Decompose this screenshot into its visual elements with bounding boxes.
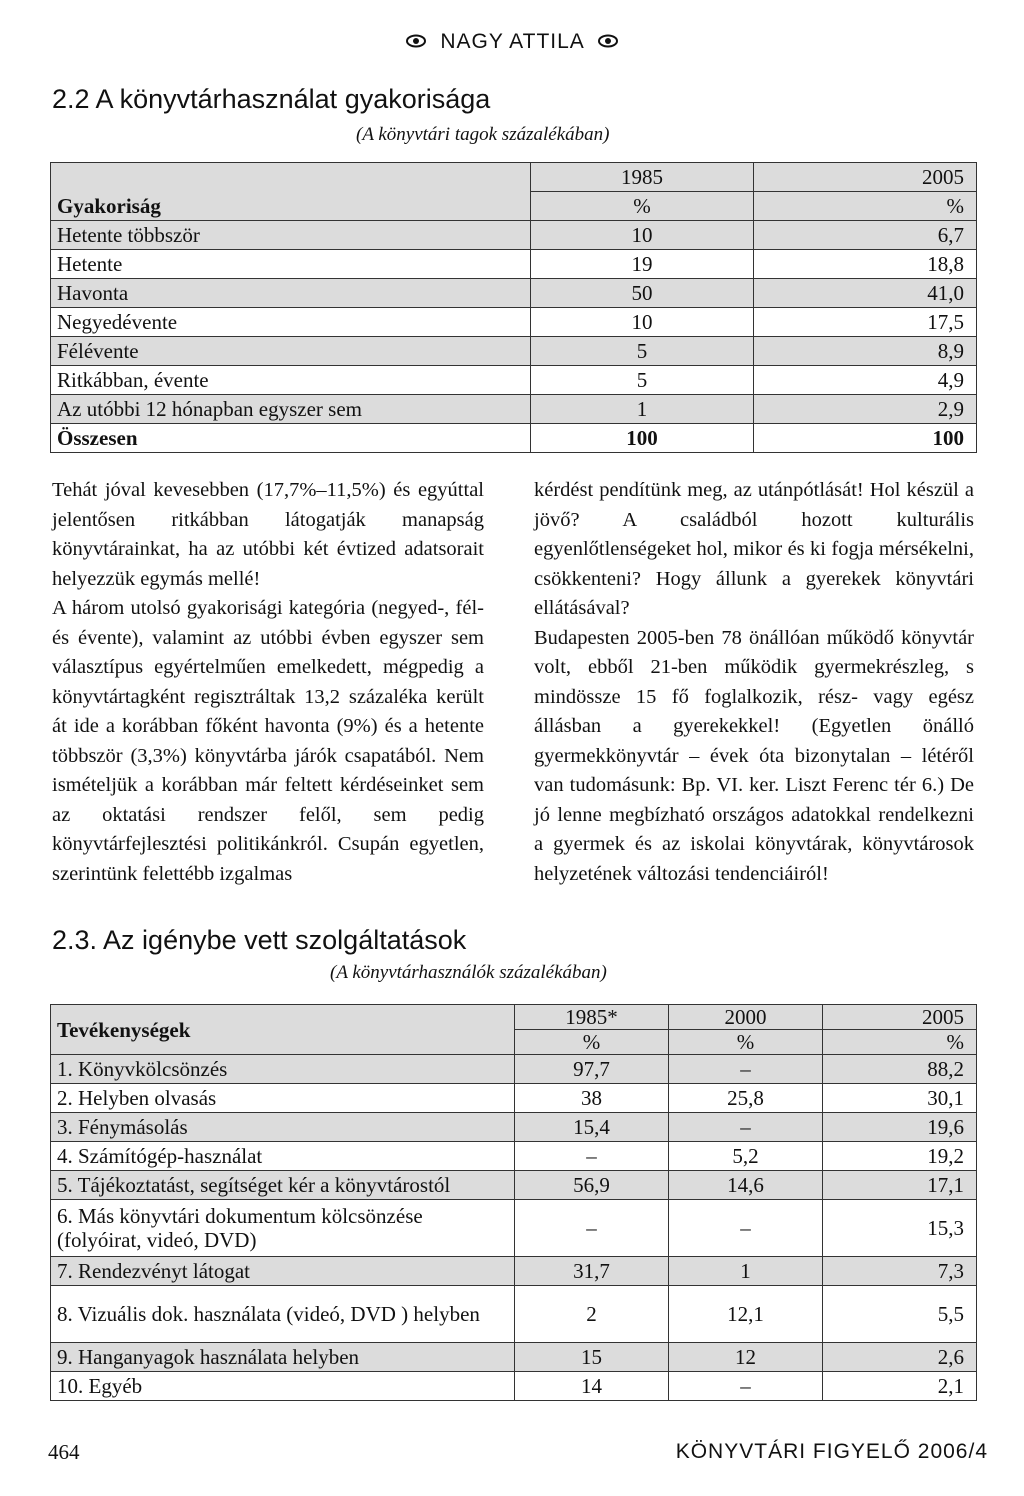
cell-value: 4,9	[754, 366, 977, 395]
cell-value: 6,7	[754, 221, 977, 250]
cell-value: 2,6	[823, 1343, 977, 1372]
row-label: 6. Más könyvtári dokumentum kölcsönzése (folyóirat, videó, DVD)	[51, 1200, 515, 1257]
table-row	[51, 1055, 977, 1084]
cell-value: 38	[515, 1084, 669, 1113]
table-row	[51, 279, 977, 308]
table-row	[51, 1084, 977, 1113]
cell-value: –	[669, 1113, 823, 1142]
cell-value: 10	[531, 308, 754, 337]
row-label: 7. Rendezvényt látogat	[51, 1257, 515, 1286]
cell-value: 15,3	[823, 1200, 977, 1257]
section-subtitle: (A könyvtárhasználók százalékában)	[330, 962, 607, 983]
page-number: 464	[48, 1440, 80, 1464]
cell-value: 19,6	[823, 1113, 977, 1142]
cell-value: 12	[669, 1343, 823, 1372]
table-row	[51, 221, 977, 250]
column-label: Gyakoriság	[51, 192, 531, 221]
section-title: 2.3. Az igénybe vett szolgáltatások	[52, 925, 467, 955]
cell-value: 15,4	[515, 1113, 669, 1142]
cell-value: 2	[515, 1286, 669, 1343]
cell-value: 31,7	[515, 1257, 669, 1286]
table-row	[51, 337, 977, 366]
paragraph: A három utolsó gyakorisági kategória (negyed-, fél- és évente), valamint az utóbbi évben egyszer sem választípus egyértelműen emelkedett, mégpedig a könyvtártagként regisztráltak 13,2 százaléka került át ide a korábban főként havonta (9%) és a hetente többször (3,3%) könyvtárba járók csapatából. Nem ismételjük a korábban már feltett kérdéseinket sem az oktatási rendszer felől, sem pedig könyvtárfejlesztési politikánkról. Csupán egyetlen, szerintünk felettébb izgalmas	[52, 597, 484, 885]
cell-value: 5,5	[823, 1286, 977, 1343]
cell-value: –	[669, 1372, 823, 1401]
row-label: Negyedévente	[51, 308, 531, 337]
cell-value: 56,9	[515, 1171, 669, 1200]
table-total-row	[51, 424, 977, 453]
table-row	[51, 1113, 977, 1142]
cell-value: 2,9	[754, 395, 977, 424]
cell-value: 100	[754, 424, 977, 453]
year-header: 2005	[754, 163, 977, 192]
table-row	[51, 1171, 977, 1200]
cell-value: 8,9	[754, 337, 977, 366]
frequency-table	[50, 162, 977, 453]
section-title: 2.2 A könyvtárhasználat gyakorisága	[52, 84, 491, 114]
row-label: Havonta	[51, 279, 531, 308]
table-row	[51, 308, 977, 337]
table-row	[51, 395, 977, 424]
row-label: Összesen	[51, 424, 531, 453]
cell-value: 5	[531, 337, 754, 366]
row-label: Hetente	[51, 250, 531, 279]
year-header: 1985*	[515, 1005, 669, 1030]
row-label: 3. Fénymásolás	[51, 1113, 515, 1142]
cell-value: 88,2	[823, 1055, 977, 1084]
unit-label: %	[823, 1030, 977, 1055]
cell-value: 5,2	[669, 1142, 823, 1171]
cell-value: 12,1	[669, 1286, 823, 1343]
cell-value: 17,1	[823, 1171, 977, 1200]
author-name: NAGY ATTILA	[440, 30, 584, 53]
cell-value: 1	[531, 395, 754, 424]
cell-value: 41,0	[754, 279, 977, 308]
table-header-row	[51, 163, 977, 192]
row-label: 5. Tájékoztatást, segítséget kér a könyvtárostól	[51, 1171, 515, 1200]
journal-name: KÖNYVTÁRI FIGYELŐ 2006/4	[675, 1440, 988, 1463]
cell-value: 10	[531, 221, 754, 250]
section-subtitle: (A könyvtári tagok százalékában)	[356, 124, 610, 145]
year-header: 1985	[531, 163, 754, 192]
table-row	[51, 1343, 977, 1372]
cell-value: –	[515, 1200, 669, 1257]
eye-icon	[406, 30, 426, 54]
cell-value: 5	[531, 366, 754, 395]
row-label: Ritkábban, évente	[51, 366, 531, 395]
cell-value: –	[669, 1200, 823, 1257]
row-label: Hetente többször	[51, 221, 531, 250]
paragraph: Tehát jóval kevesebben (17,7%–11,5%) és egyúttal jelentősen ritkábban látogatják manapság könyvtárainkat, ha az utóbbi két évtized adatsorait helyezzük egymás mellé!	[52, 479, 484, 590]
table-header-row	[51, 192, 977, 221]
cell-value: 19	[531, 250, 754, 279]
cell-value: 18,8	[754, 250, 977, 279]
cell-value: 1	[669, 1257, 823, 1286]
year-header: 2000	[669, 1005, 823, 1030]
cell-value: –	[669, 1055, 823, 1084]
body-column-left	[52, 476, 484, 889]
cell-value: 14	[515, 1372, 669, 1401]
cell-value: 30,1	[823, 1084, 977, 1113]
unit-label: %	[531, 192, 754, 221]
cell-value: 2,1	[823, 1372, 977, 1401]
table-row	[51, 1286, 977, 1343]
cell-value: 97,7	[515, 1055, 669, 1084]
column-label: Tevékenységek	[51, 1005, 515, 1055]
unit-label: %	[515, 1030, 669, 1055]
services-table	[50, 1004, 977, 1401]
body-column-right	[534, 476, 974, 889]
cell-value: 25,8	[669, 1084, 823, 1113]
running-header	[0, 30, 1024, 54]
cell-value: 14,6	[669, 1171, 823, 1200]
row-label: Félévente	[51, 337, 531, 366]
row-label: 8. Vizuális dok. használata (videó, DVD ) helyben	[51, 1286, 515, 1343]
cell-value: 17,5	[754, 308, 977, 337]
unit-label: %	[754, 192, 977, 221]
table-row	[51, 1372, 977, 1401]
eye-icon	[598, 30, 618, 54]
table-row	[51, 1200, 977, 1257]
row-label: 4. Számítógép-használat	[51, 1142, 515, 1171]
unit-label: %	[669, 1030, 823, 1055]
table-row	[51, 1142, 977, 1171]
row-label: Az utóbbi 12 hónapban egyszer sem	[51, 395, 531, 424]
year-header: 2005	[823, 1005, 977, 1030]
cell-value: 50	[531, 279, 754, 308]
row-label: 2. Helyben olvasás	[51, 1084, 515, 1113]
cell-value: 15	[515, 1343, 669, 1372]
table-row	[51, 250, 977, 279]
cell-value: 19,2	[823, 1142, 977, 1171]
table-header-row	[51, 1005, 977, 1030]
row-label: 9. Hanganyagok használata helyben	[51, 1343, 515, 1372]
row-label: 1. Könyvkölcsönzés	[51, 1055, 515, 1084]
cell-value: –	[515, 1142, 669, 1171]
table-row	[51, 366, 977, 395]
table-row	[51, 1257, 977, 1286]
cell-value: 7,3	[823, 1257, 977, 1286]
row-label: 10. Egyéb	[51, 1372, 515, 1401]
cell-value: 100	[531, 424, 754, 453]
paragraph: kérdést pendítünk meg, az utánpótlását! Hol készül a jövő? A családból hozott kulturális egyenlőtlenségeket hol, mikor és ki fogja mérsékelni, csökkenteni? Hogy állunk a gyerekek könyvtári ellátásával?	[534, 479, 974, 619]
paragraph: Budapesten 2005-ben 78 önállóan működő könyvtár volt, ebből 21-ben működik gyermekrészleg, s mindössze 15 fő foglalkozik, rész- vagy egész állásban a gyerekekkel! (Egyetlen önálló gyermekkönyvtár – évek óta bizonytalan – létéről van tudomásunk: Bp. VI. ker. Liszt Ferenc tér 6.) De jó lenne megbízható országos adatokkal rendelkezni a gyermek és az iskolai könyvtárak, könyvtárosok helyzetének változási tendenciáiról!	[534, 626, 974, 885]
